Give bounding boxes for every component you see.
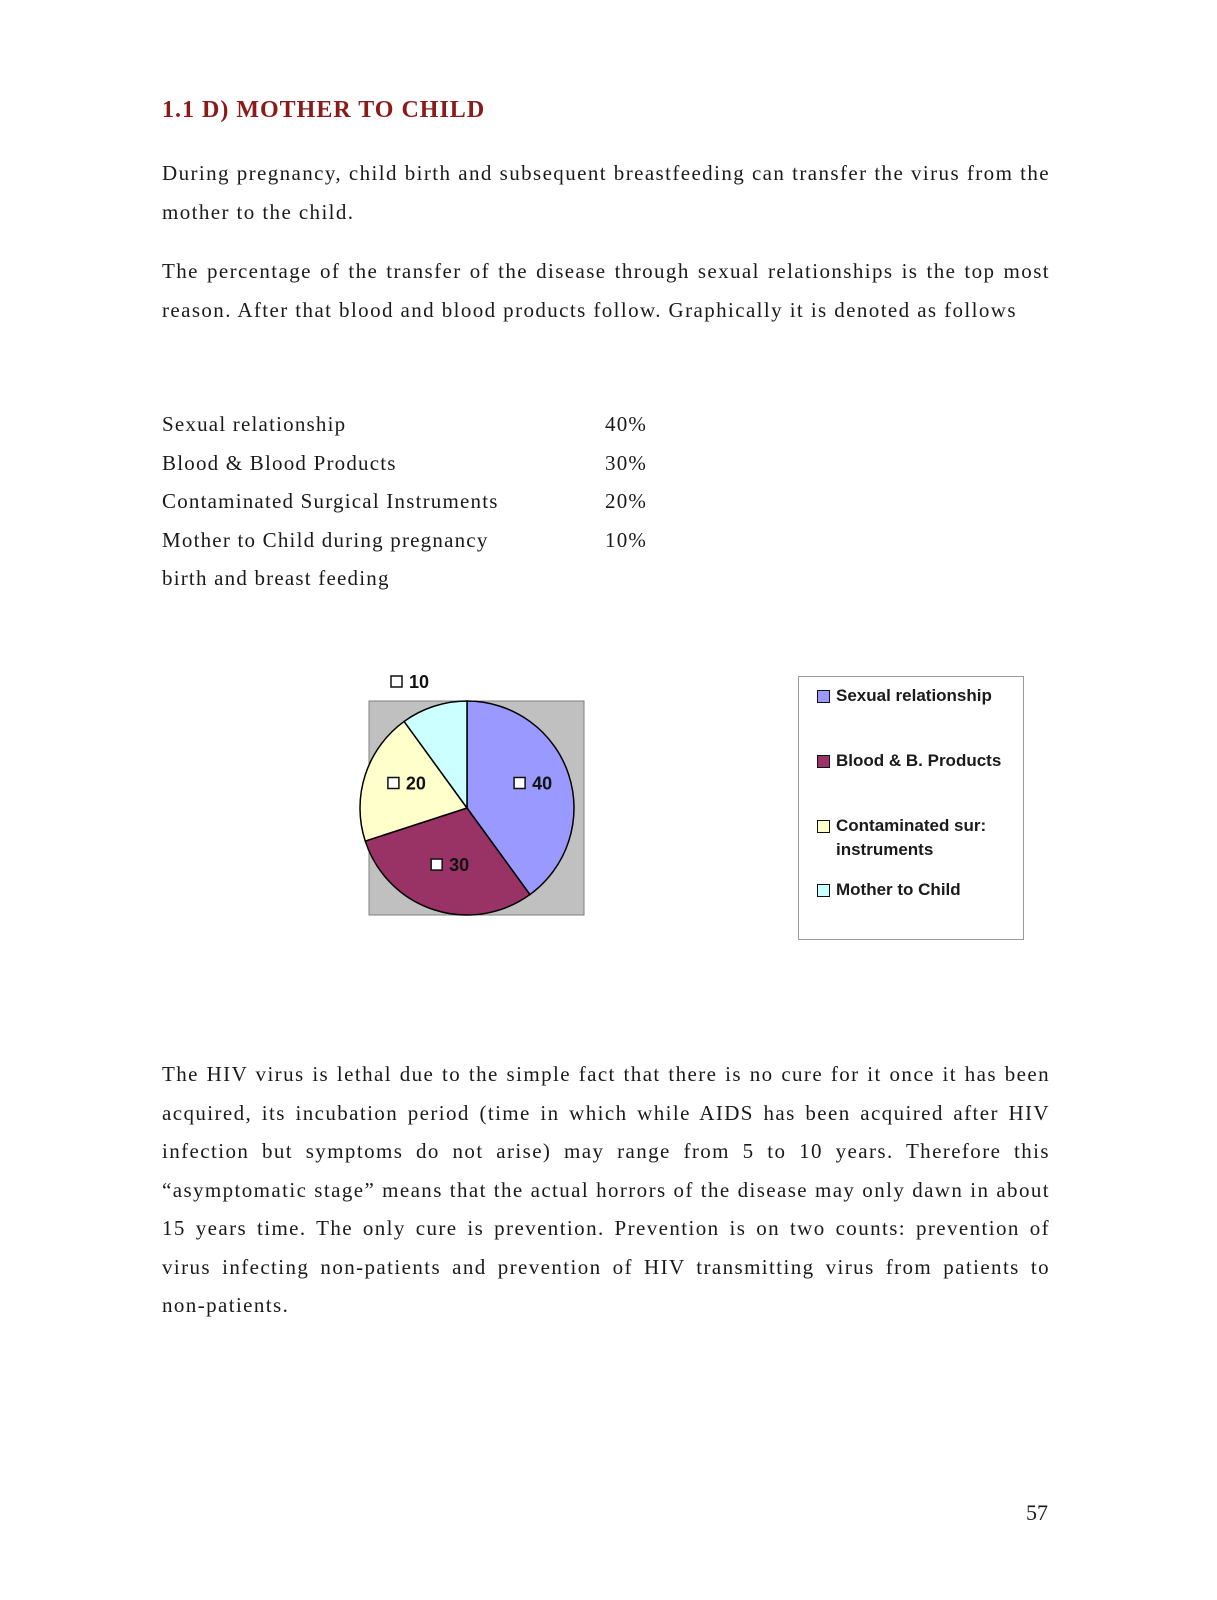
stat-label: Blood & Blood Products [162,450,397,475]
pie-label-value: 10 [409,672,430,692]
legend-label: Blood & B. Products [836,751,1002,770]
pie-label-value: 20 [405,773,426,794]
stat-row [162,405,682,444]
pie-slices [360,701,574,915]
legend-swatch [817,690,830,703]
pie-label-value: 40 [532,773,553,794]
pie-chart [340,660,600,920]
legend-label: Mother to Child [836,880,961,899]
pie-label-swatch [431,859,442,870]
stat-value: 30% [605,450,648,475]
pie-data-label [391,672,429,692]
paragraph-intro: During pregnancy, child birth and subsequent breastfeeding can transfer the virus from the mother to the child. [162,161,1050,224]
stat-row [162,444,682,483]
page-number: 57 [1026,1500,1048,1525]
paragraph-hiv-lethality: The HIV virus is lethal due to the simple fact that there is no cure for it once it has been acquired, its incubation period (time in which while AIDS has been acquired after HIV infection but symptoms do not arise) may range from 5 to 10 years. Therefore this “asymptomatic stage” means that the actual horrors of the disease may only dawn in about 15 years time. The only cure is prevention. Prevention is on two counts: prevention of virus infecting non-patients and prevention of HIV transmitting virus from patients to non-patients. [162,1062,1050,1317]
transmission-stats-list [162,405,682,598]
pie-label-value: 30 [449,855,470,876]
legend-swatch [817,820,830,833]
legend-swatch [817,884,830,897]
chart-legend [798,676,1024,940]
stat-label: Contaminated Surgical Instruments [162,489,499,513]
legend-item-mother-to-child [817,878,1017,902]
legend-label: Contaminated sur: [836,816,987,835]
legend-label: Sexual relationship [836,686,992,705]
legend-swatch [817,755,830,768]
stat-value: 20% [605,489,648,513]
stat-value: 10% [605,527,648,552]
legend-label-line2: instruments [836,840,934,859]
pie-label-swatch [514,777,525,788]
pie-label-swatch [388,777,399,788]
stat-label: Mother to Child during pregnancy [162,527,489,552]
section-heading: 1.1 D) MOTHER TO CHILD [162,97,486,123]
paragraph-transfer-percentages: The percentage of the transfer of the disease through sexual relationships is the top most reason. After that blood and blood products follow. Graphically it is denoted as follows [162,259,1050,322]
stat-value: 40% [605,412,648,436]
stat-row [162,482,682,521]
stat-label-continuation: birth and breast feeding [162,566,390,590]
pie-label-swatch [391,676,402,687]
stat-row [162,521,682,560]
legend-item-contaminated-instruments [817,814,1017,862]
stat-label: Sexual relationship [162,412,347,436]
legend-item-sexual-relationship [817,684,1017,708]
legend-item-blood-products [817,749,1017,773]
